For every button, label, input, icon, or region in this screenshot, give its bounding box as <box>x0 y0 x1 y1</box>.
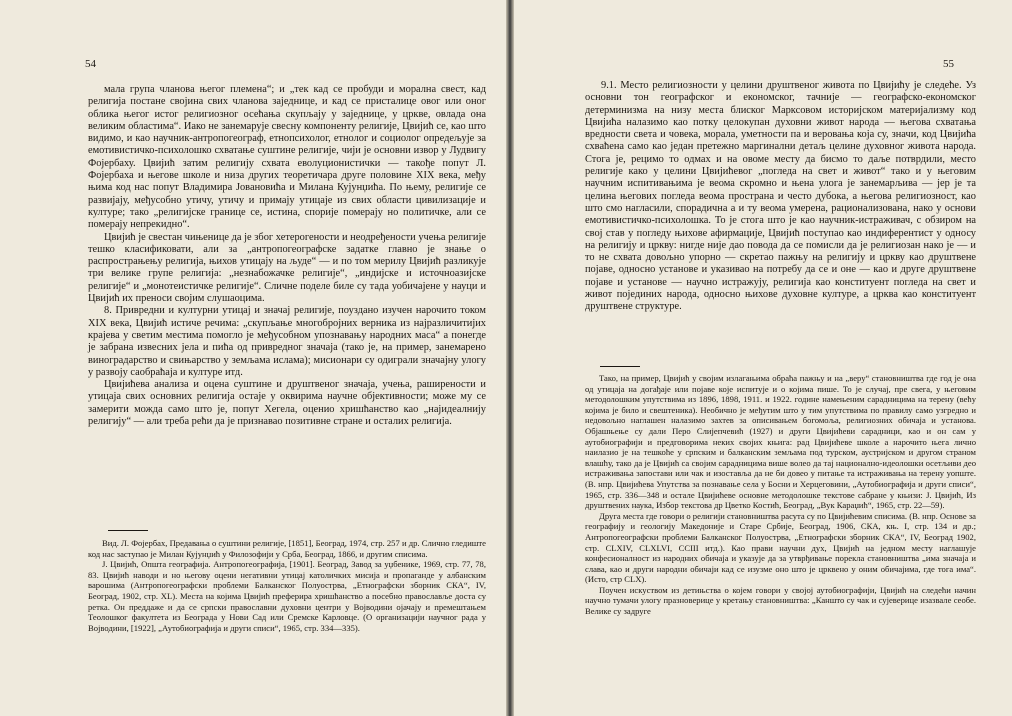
paragraph: 8. Привредни и културни утицај и значај религије, поуздано изучен нарочито током XIX века, Цвијић истиче речима: „скупљање многобројних верника из најразличитијих крајева у светим местима помогло је међусобном упознавању народних маса“ а понегде је забрана извесних јела и пића од привредног значаја (тако је, на пример, занемарено виноградарство и свињарство у земљама ислама); мисионари су одиграли значајну улогу у развоју саобраћаја и културе итд. <box>88 305 486 378</box>
footnote: Вид. Л. Фојербах, Предавања о суштини религије, [1851], Београд, 1974, стр. 257 и др. Слично гледиште код нас заступао је Милан Кујунџић у Филозофији у Срба, Београд, 1866, и другим списима. <box>88 538 486 559</box>
page-number: 55 <box>943 58 954 70</box>
book-gutter <box>506 0 514 716</box>
footnotes-right <box>585 373 976 617</box>
paragraph: Цвијићева анализа и оцена суштине и друштвеног значаја, учења, раширености и утицаја свих основних религија остаје у оквирима научне објективности; може му се замерити можда само што је, попут Хегела, оценио хришћанство као „најидеалнију религију“ — али треба рећи да је признавао позитивне стране и осталих религија. <box>88 379 486 428</box>
body-text-right <box>585 80 976 314</box>
footnote: Ј. Цвијић, Општа географија. Антропогеографија, [1901]. Београд, Завод за уџбенике, 1969, стр. 77, 78, 83. Цвијић наводи и но његову оцени негативни утицај католичких мисија и пропаганде у албанским варошима (Антропогеографски проблеми Балканског Полуострва, „Етнографски зборник СКА“, IV, Београд, 1902, стр. XL). Места на којима Цвијић преферира хришћанство а посебно православље доста су ретка. Он преддаже и да се српски православни духовни центри у Војводини ојачају и премештањем Теолошког факултета из Београда у Нови Сад или Сремске Карловце. (О организацији научног рада у Војводини, [1922], „Аутобиографија и други списи“, 1965, стр. 334—335). <box>88 559 486 633</box>
footnotes <box>88 538 486 633</box>
paragraph: 9.1. Место религиозности у целини друштвеног живота по Цвијићу је следеће. Уз основни тон географског и економског, тачније — географско-економског детерминизма на низу места блиског Марксовом историјском материјализму код Цвијића налазимо као потку целокупан духовни живот народа — његова схватања вредности света и човека, морала, уметности па и веровања која су, значи, код Цвијића схваћена само као један претежно маргинални детаљ целине духовног живота народа. Стога је, рецимо то одмах и на овоме месту да бисмо то даље потврдили, место религије како у целини Цвијићевог „погледа на свет и живот“ тако и у његовим научним испитивањима је веома скромно и њена улога је занемарљива — јер је та целина његових погледа веома пространа и често дубока, а његова религиозност, као што смо нагласили, спорадична а и ту веома умерена, рационализована, нако у основи емотивистичко-психолошка. То је стога што је као научник-истраживач, с обзиром на свој став у погледу њихове афирмације, Цвијић поступао као индиферентист у односу на религију и цркву: нигде није дао повода да се помисли да је религиозан нако је — и то не схвата довољно упорно — скретао пажњу на религију и цркву као друштвене појаве, односно установе и указивао на потребу да се и оне — као и друге друштвене појаве и установе — научно истражују, религија као конституент погледа на свет и живот појединих народа, односно њихове духовне културе, а црква као конституент друштвене структуре. <box>585 80 976 313</box>
footnote: Тако, на пример, Цвијић у својим излагањима обраћа пажњу и на „веру“ становништва где год је она од утицаја на догађаје или појаве које испитује и о којима пише. То је случај, пре свега, у његовим методолошким упутствима из 1896, 1898, 1911. и 1922. године намењеним сарадницима на терену (већу којима је било и свештеника). Необично је међутим што у тим упутствима по правилу само узгредно и недовољно наглашен налазимо захтев за описивањем богомоља, религиозних обичаја и установа. Објашњење су дали Перо Слијепчевић (1927) и други Цвијићеви сарадници, као и он сам у аутобиографији и предговорима неких својих књига: рад Цвијићеве школе а нарочито њега лично наилазио је на тешкоће у српским и балканским земљама под турском, аустријском и другом страном влашћу, тако да је Цвијић са својим сарадницима више волео да тај национално-идеолошки осетљиви део истраживања запостави или чак и изоставља да не би довео у питање та истраживања на терену уопште. (В. нпр. Цвијићева Упутства за познавање села у Босни и Херцеговини, „Аутобиографија и други списи“, 1965, стр. 336—348 и остале Цвијићеве основне методолошке текстове сабране у књизи: Ј. Цвијић, Из друштвених наука, Избор текстова др Цветко Костић, Београд, „Вук Караџић“, 1965, стр. 22—59). <box>585 373 976 511</box>
footnote: Поучен искуством из детињства о којем говори у својој аутобиографији, Цвијић на следећи начин научно тумачи улогу празноверице у кретању становништва: „Каншто су чак и сујеверице изазвале сеобе. Велике су задруге <box>585 584 976 617</box>
footnote-rule <box>108 530 148 531</box>
paragraph: мала група чланова његог племена“; и „тек кад се пробуди и морална свест, кад религија постане својина свих чланова заједнице, и кад се присталице овог или оног облика његог истог религиозног осећања скупљају у заједнице, у цркве, овлада она великим областима“. Иако не занемарује свесну компоненту религије, Цвијић се, као што видимо, и као научник-антропогеограф, етнопсихолог, етнолог и социолог опредељује за емотивистичко-психолошко схватање суштине религије, чији је основни извор у Лудвигу Фојербаху. Цвијић затим религију схвата еволуционистички — такође попут Л. Фојербаха и његове школе и низа других теоретичара друге половине XIX века, међу њима код нас попут Владимира Јовановића и Милана Кујунџића. По њему, религије се развијају, међусобно утичу, утичу и примају утицаје из свих области цивилизације и културе; тако „религијске границе се, истина, спорије померају но политичке, али се померају непрекидно“. <box>88 84 486 231</box>
footnote-rule <box>600 366 640 367</box>
paragraph: Цвијић је свестан чињенице да је због хетерогености и неодређености учења религије тешко класификовати, али за „антропогеографске задатке главно је знање о распрострањењу религија, њихов утицају на људе“ — и по том мерилу Цвијић разликује три велике групе религија: „незнабожачке религије“, „индијске и источноазијске религије“ и „монотеистичке религије“. Сличне поделе биле су тада уобичајене у науци и Цвијић их преноси својим слушаоцима. <box>88 231 486 305</box>
footnote: Друга места где говори о религији становништва расута су по Цвијићевим списима. (В. нпр. Основе за географију и геологију Македоније и Старе Србије, Београд, 1906, СКА, књ. I, стр. 134 и др.; Антропогеографски проблеми Балканског Полуострва, „Етнографски зборник СКА“, IV, Београд 1902, стр. CLXIV, CLXLVI, CCIII итд.). Као прави научни дух, Цвијић на једном месту наглашује конфесионалност из народних обичаја и указује да за утврђивање порекла становништва „има значаја и слава, као и други народни обичаји кад се изузме оно што је црквено у оним обичајима, где тога има“. (Исто, стр CLX). <box>585 510 976 585</box>
page-number: 54 <box>85 58 96 70</box>
body-text <box>88 84 486 428</box>
